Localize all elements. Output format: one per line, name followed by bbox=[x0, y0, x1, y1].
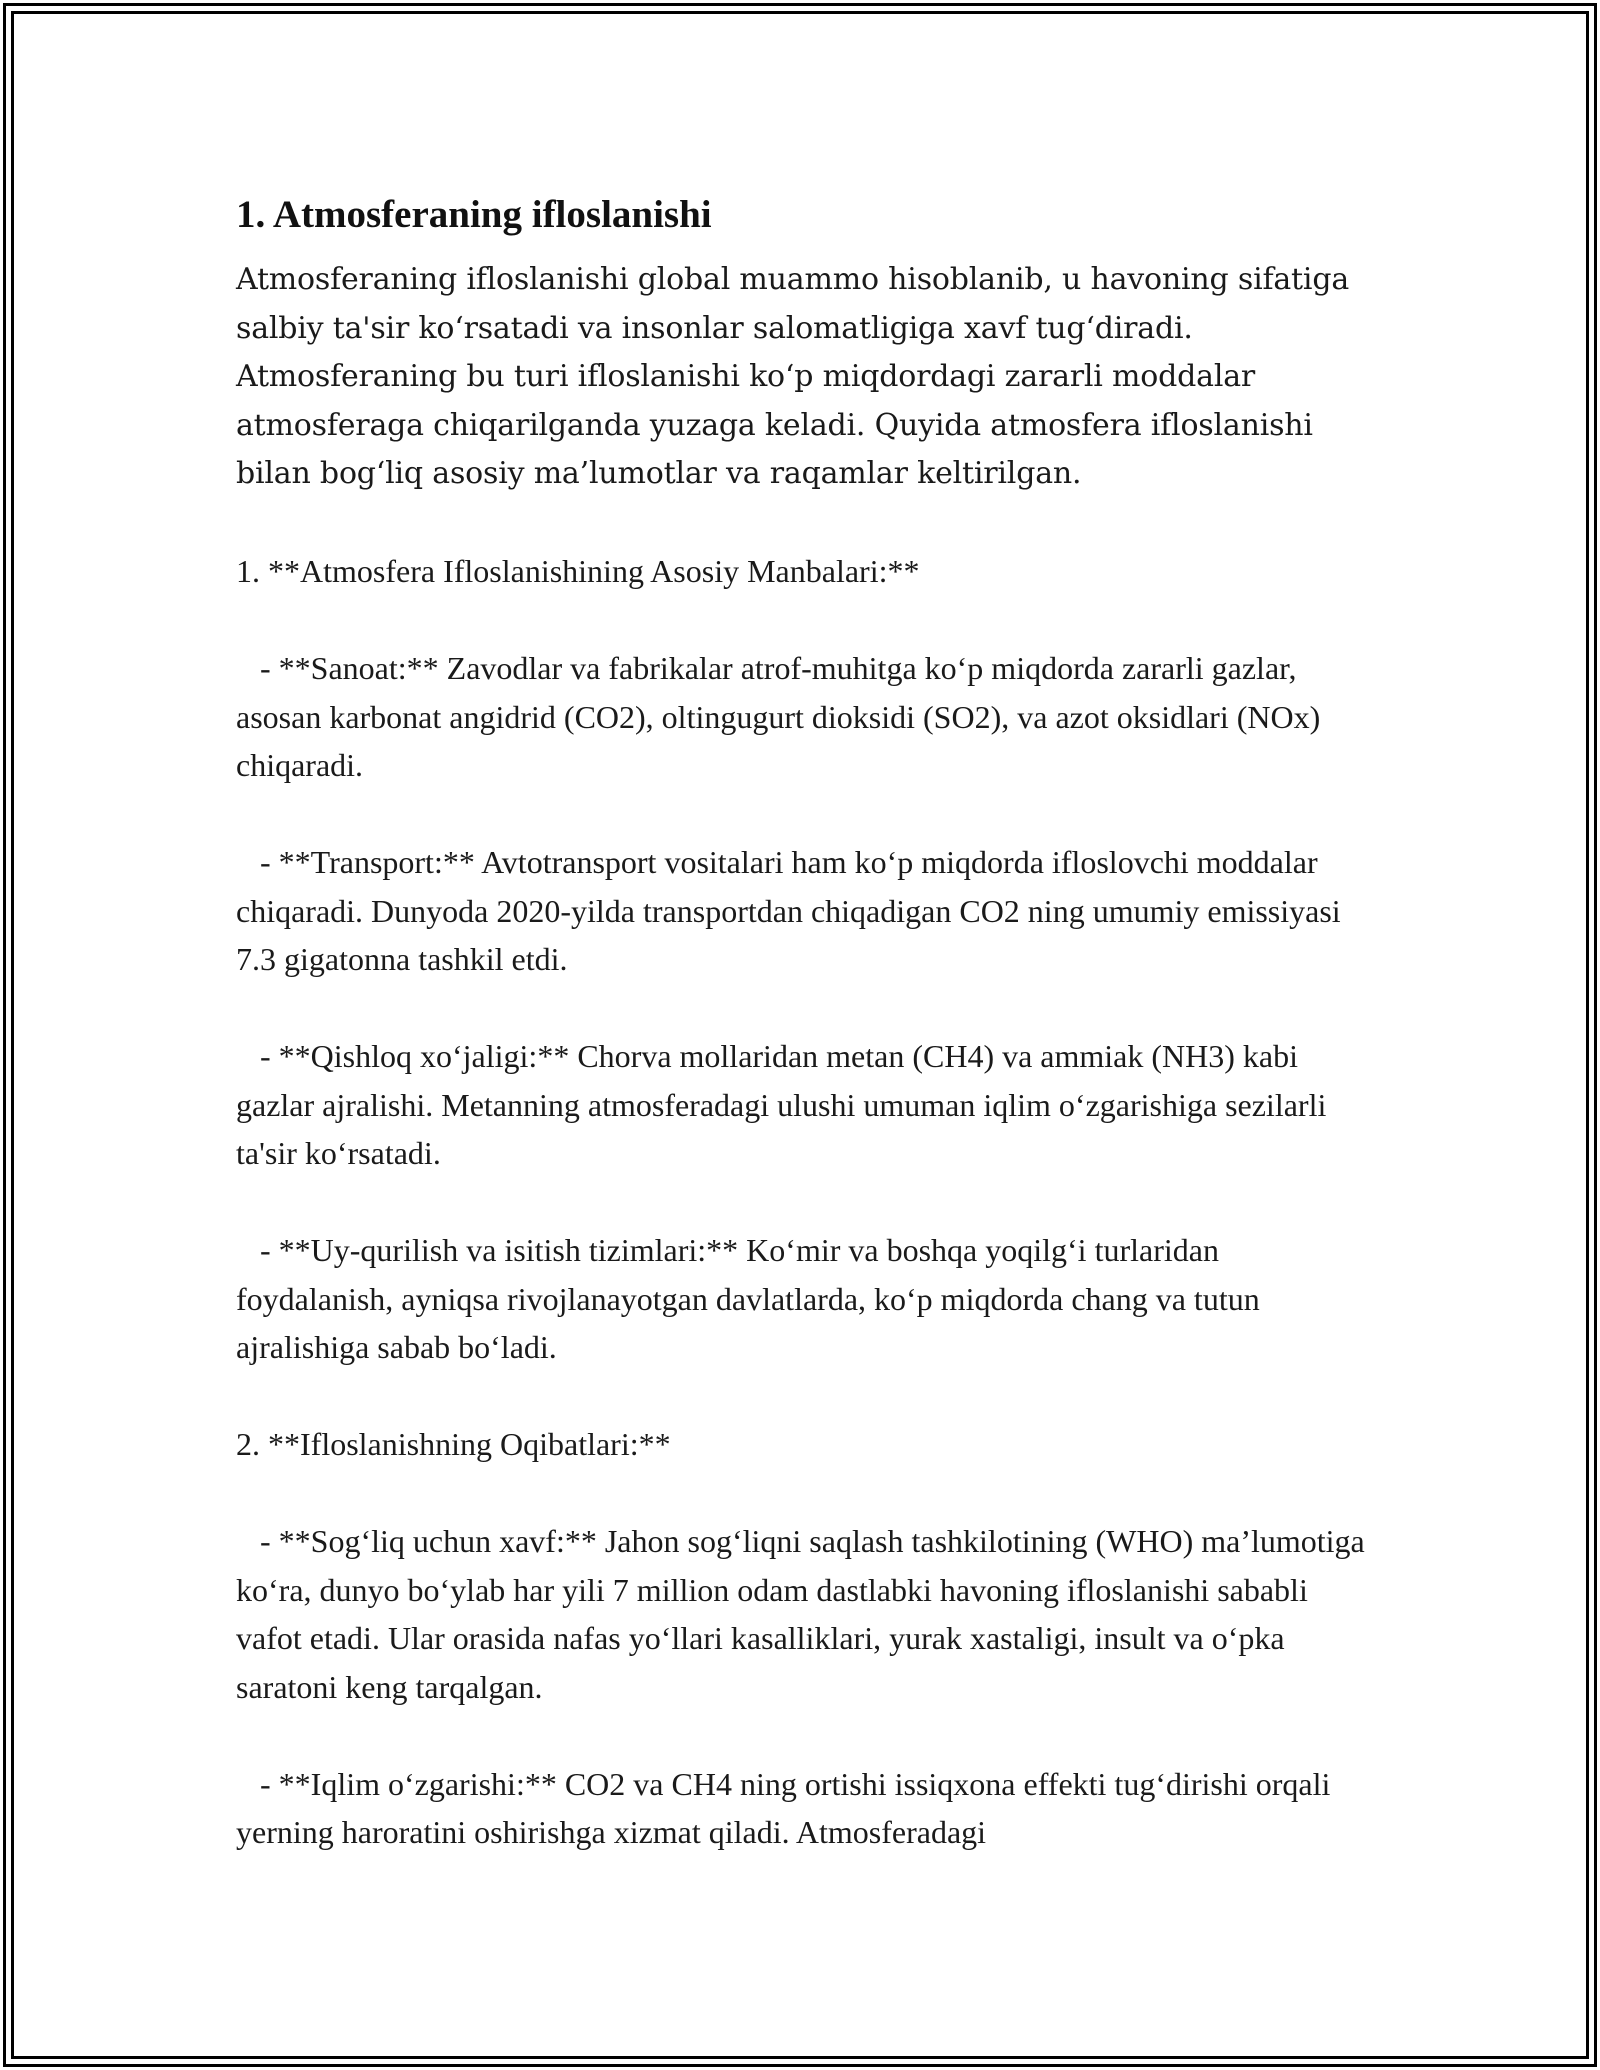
list-item-qishloq-xojaligi: - **Qishloq xo‘jaligi:** Chorva mollaridan metan (CH4) va ammiak (NH3) kabi gazlar ajralishi. Metanning atmosferadagi ulushi umuman iqlim o‘zgarishiga sezilarli ta'sir ko‘rsatadi. bbox=[236, 1038, 1335, 1171]
section-1-title: 1. **Atmosfera Ifloslanishining Asosiy Manbalari:** bbox=[236, 553, 920, 589]
list-item-iqlim: - **Iqlim o‘zgarishi:** CO2 va CH4 ning ortishi issiqxona effekti tug‘dirishi orqali yerning haroratini oshirishga xizmat qiladi. Atmosferadagi bbox=[236, 1765, 1339, 1850]
list-item-soglik: - **Sog‘liq uchun xavf:** Jahon sog‘liqni saqlash tashkilotining (WHO) ma’lumotiga ko‘ra, dunyo bo‘ylab har yili 7 million odam dastlabki havoning ifloslanishi sababli vafot etadi. Ular orasida nafas yo‘llari kasalliklari, yurak xastaligi, insult va o‘pka saratoni keng tarqalgan. bbox=[236, 1523, 1373, 1705]
list-item-transport: - **Transport:** Avtotransport vositalari ham ko‘p miqdorda ifloslovchi moddalar chiqaradi. Dunyoda 2020-yilda transportdan chiqadigan CO2 ning umumiy emissiyasi 7.3 gigatonna tashkil etdi. bbox=[236, 844, 1349, 977]
document-body bbox=[236, 186, 1376, 1857]
section-2-title: 2. **Ifloslanishning Oqibatlari:** bbox=[236, 1426, 671, 1462]
intro-paragraph: Atmosferaning ifloslanishi global muammo hisoblanib, u havoning sifatiga salbiy ta'sir ko‘rsatadi va insonlar salomatligiga xavf tug‘diradi. Atmosferaning bu turi ifloslanishi ko‘p miqdordagi zararli moddalar atmosferaga chiqarilganda yuzaga keladi. Quyida atmosfera ifloslanishi bilan bog‘liq asosiy ma’lumotlar va raqamlar keltirilgan. bbox=[236, 262, 1350, 491]
list-item-sanoat: - **Sanoat:** Zavodlar va fabrikalar atrof-muhitga ko‘p miqdorda zararli gazlar, asosan karbonat angidrid (CO2), oltingugurt dioksidi (SO2), va azot oksidlari (NOx) chiqaradi. bbox=[236, 650, 1329, 783]
document-heading: 1. Atmosferaning ifloslanishi bbox=[236, 193, 712, 236]
list-item-uy-qurilish: - **Uy-qurilish va isitish tizimlari:** Ko‘mir va boshqa yoqilg‘i turlaridan foydalanish, ayniqsa rivojlanayotgan davlatlarda, ko‘p miqdorda chang va tutun ajralishiga sabab bo‘ladi. bbox=[236, 1232, 1268, 1365]
